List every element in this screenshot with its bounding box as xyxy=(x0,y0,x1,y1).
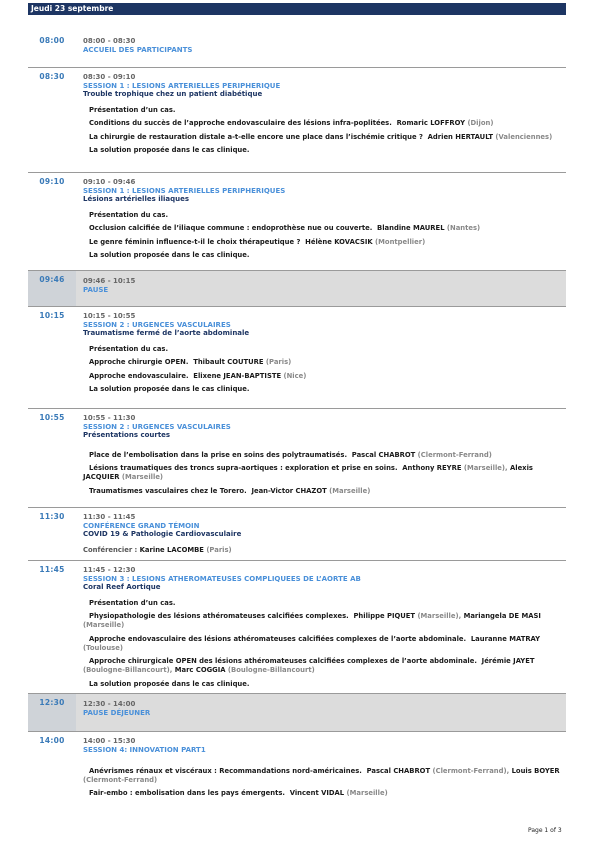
speaker-city: (Boulogne-Billancourt) xyxy=(227,666,315,675)
item-text: Approche chirurgie OPEN. xyxy=(89,358,189,367)
speaker-city: (Paris) xyxy=(206,546,232,554)
session-time: 14:00 xyxy=(39,736,65,745)
session-time-range: 09:46 - 10:15 xyxy=(83,277,136,285)
speaker-city: (Clermont-Ferrand) xyxy=(83,776,158,784)
session-type: SESSION 4: INNOVATION PART1 xyxy=(83,746,206,754)
session-time: 09:10 xyxy=(39,177,65,186)
pause-block xyxy=(28,271,566,307)
agenda-item xyxy=(83,251,566,260)
speaker-name: Hélène KOVACSIK xyxy=(305,237,373,246)
session-title: Présentations courtes xyxy=(83,431,171,439)
speaker-name: Pascal CHABROT xyxy=(366,767,431,775)
agenda-item xyxy=(83,146,566,155)
pause-block xyxy=(28,694,566,732)
item-text: Le genre féminin influence-t-il le choix thérapeutique ? xyxy=(89,237,301,246)
session-time: 08:00 xyxy=(39,36,65,45)
agenda-item xyxy=(83,451,566,460)
session-block xyxy=(28,307,566,409)
session-type: PAUSE DÉJEUNER xyxy=(83,709,151,717)
session-time-range: 14:00 - 15:30 xyxy=(83,737,136,745)
conference-speaker-line xyxy=(83,546,566,555)
session-block xyxy=(28,68,566,173)
speaker-name: Vincent VIDAL xyxy=(289,789,345,798)
session-type: SESSION 1 : LESIONS ARTERIELLES PERIPHERIQUES xyxy=(83,187,286,195)
item-text: Fair-embo : embolisation dans les pays émergents. xyxy=(89,789,285,798)
agenda-item xyxy=(83,345,566,354)
item-text: Occlusion calcifiée de l’iliaque commune : endoprothèse nue ou couverte. xyxy=(89,224,373,233)
agenda-item xyxy=(83,372,566,381)
conference-label: Conférencier : xyxy=(83,546,138,554)
agenda-item xyxy=(83,106,566,115)
speaker-city: (Dijon) xyxy=(467,119,494,128)
session-title: COVID 19 & Pathologie Cardiovasculaire xyxy=(83,530,242,538)
item-text: La solution proposée dans le cas clinique. xyxy=(89,251,250,260)
session-time: 09:46 xyxy=(28,271,76,306)
item-text: Présentation du cas. xyxy=(89,345,169,353)
item-text: Conditions du succès de l’approche endovasculaire des lésions infra-poplitées. xyxy=(89,119,392,128)
speaker-name: Anthony REYRE xyxy=(402,464,462,473)
session-type: SESSION 1 : LESIONS ARTERIELLES PERIPHERIQUE xyxy=(83,82,281,90)
agenda-item xyxy=(83,358,566,367)
speaker-name: Elixene JEAN-BAPTISTE xyxy=(193,371,282,380)
session-time: 10:55 xyxy=(39,413,65,422)
item-text: La solution proposée dans le cas clinique. xyxy=(89,146,250,155)
speaker-name: Romaric LOFFROY xyxy=(396,119,466,128)
speaker-city: (Toulouse) xyxy=(83,643,123,652)
page-number: Page 1 of 3 xyxy=(528,827,562,834)
item-text: Place de l’embolisation dans la prise en soins des polytraumatisés. xyxy=(89,451,348,459)
speaker-city: (Paris) xyxy=(265,358,292,367)
speaker-name: Jérémie JAYET xyxy=(481,657,535,666)
session-type: SESSION 2 : URGENCES VASCULAIRES xyxy=(83,423,231,431)
speaker-name: Mariangela DE MASI xyxy=(463,612,541,621)
session-time-range: 11:30 - 11:45 xyxy=(83,513,136,521)
agenda-item xyxy=(83,211,566,220)
item-text: Approche endovasculaire. xyxy=(89,371,189,380)
speaker-city: (Valenciennes) xyxy=(495,132,553,141)
agenda-item xyxy=(83,238,566,247)
speaker-city: (Marseille) xyxy=(346,789,388,798)
speaker-name: Pascal CHABROT xyxy=(351,451,416,459)
agenda-item xyxy=(83,612,566,630)
item-text: Présentation du cas. xyxy=(89,211,169,219)
agenda-item xyxy=(83,119,566,128)
day-header: Jeudi 23 septembre xyxy=(28,3,566,15)
item-text: Lésions traumatiques des troncs supra-aortiques : exploration et prise en soins. xyxy=(89,464,398,473)
speaker-name: Marc COGGIA xyxy=(174,666,226,675)
session-time-range: 09:10 - 09:46 xyxy=(83,178,136,186)
session-time: 11:30 xyxy=(39,512,65,521)
agenda-item xyxy=(83,767,566,785)
session-time-range: 12:30 - 14:00 xyxy=(83,700,136,708)
speaker-name: Philippe PIQUET xyxy=(353,612,416,621)
item-text: Approche endovasculaire des lésions athéromateuses calcifiées complexes de l’aorte abdominale. xyxy=(89,634,467,643)
session-time-range: 08:00 - 08:30 xyxy=(83,37,136,45)
speaker-city: (Clermont-Ferrand) xyxy=(417,451,492,459)
speaker-name: Adrien HERTAULT xyxy=(427,132,494,141)
item-text: La solution proposée dans le cas clinique. xyxy=(89,679,250,688)
agenda-item xyxy=(83,464,566,482)
session-type: CONFÉRENCE GRAND TÉMOIN xyxy=(83,522,200,530)
speaker-name: Thibault COUTURE xyxy=(193,358,264,367)
agenda-item xyxy=(83,657,566,675)
agenda-item xyxy=(83,224,566,233)
speaker-city: (Nice) xyxy=(283,371,307,380)
session-time-range: 10:55 - 11:30 xyxy=(83,414,136,422)
session-time-range: 10:15 - 10:55 xyxy=(83,312,136,320)
session-block xyxy=(28,409,566,508)
speaker-name: Lauranne MATRAY xyxy=(470,634,541,643)
session-title: Coral Reef Aortique xyxy=(83,583,161,591)
agenda-item xyxy=(83,385,566,394)
agenda-item xyxy=(83,599,566,608)
speaker-city: (Nantes) xyxy=(446,224,481,233)
session-block xyxy=(28,32,566,68)
session-block xyxy=(28,561,566,694)
item-text: Traumatismes vasculaires chez le Torero. xyxy=(89,486,247,495)
agenda-item xyxy=(83,635,566,653)
item-text: La solution proposée dans le cas clinique. xyxy=(89,385,250,394)
item-text: Approche chirurgicale OPEN des lésions athéromateuses calcifiées complexes de l’aorte abdominale. xyxy=(89,657,477,666)
agenda-item xyxy=(83,789,566,798)
agenda-item xyxy=(83,133,566,142)
speaker-city: (Marseille) xyxy=(121,473,164,482)
speaker-name: Blandine MAUREL xyxy=(377,224,445,233)
speaker-name: Louis BOYER xyxy=(511,767,560,775)
speaker-name: Alexis JACQUIER xyxy=(83,464,533,482)
session-time: 08:30 xyxy=(39,72,65,81)
item-text: Présentation d’un cas. xyxy=(89,599,176,607)
speaker-city: (Marseille) xyxy=(329,486,371,495)
session-type: SESSION 3 : LESIONS ATHEROMATEUSES COMPLIQUEES DE L’AORTE AB xyxy=(83,575,361,583)
speaker-name: Karine LACOMBE xyxy=(139,546,204,554)
speaker-city: (Montpellier) xyxy=(375,237,426,246)
agenda xyxy=(28,32,566,802)
session-time: 11:45 xyxy=(39,565,65,574)
session-title: Traumatisme fermé de l’aorte abdominale xyxy=(83,329,250,337)
session-type: PAUSE xyxy=(83,286,109,294)
agenda-item xyxy=(83,487,566,496)
item-text: Physiopathologie des lésions athéromateuses calcifiées complexes. xyxy=(89,612,349,621)
session-title: Trouble trophique chez un patient diabétique xyxy=(83,90,263,98)
session-time-range: 11:45 - 12:30 xyxy=(83,566,136,574)
speaker-name: Jean-Victor CHAZOT xyxy=(251,486,327,495)
session-type: ACCUEIL DES PARTICIPANTS xyxy=(83,46,193,54)
session-time: 12:30 xyxy=(28,694,76,731)
agenda-item xyxy=(83,680,566,689)
speaker-city: (Boulogne-Billancourt), xyxy=(83,666,173,675)
item-text: Présentation d’un cas. xyxy=(89,106,176,114)
speaker-city: (Marseille), xyxy=(463,464,508,473)
session-type: SESSION 2 : URGENCES VASCULAIRES xyxy=(83,321,231,329)
session-block xyxy=(28,173,566,271)
speaker-city: (Marseille), xyxy=(417,612,462,621)
session-block xyxy=(28,732,566,802)
speaker-city: (Marseille) xyxy=(83,621,125,630)
session-time-range: 08:30 - 09:10 xyxy=(83,73,136,81)
item-text: La chirurgie de restauration distale a-t-elle encore une place dans l’ischémie critique ? xyxy=(89,132,423,141)
session-title: Lésions artérielles iliaques xyxy=(83,195,190,203)
item-text: Anévrismes rénaux et viscéraux : Recommandations nord-américaines. xyxy=(89,767,362,775)
speaker-city: (Clermont-Ferrand), xyxy=(432,767,510,775)
session-time: 10:15 xyxy=(39,311,65,320)
session-block xyxy=(28,508,566,561)
